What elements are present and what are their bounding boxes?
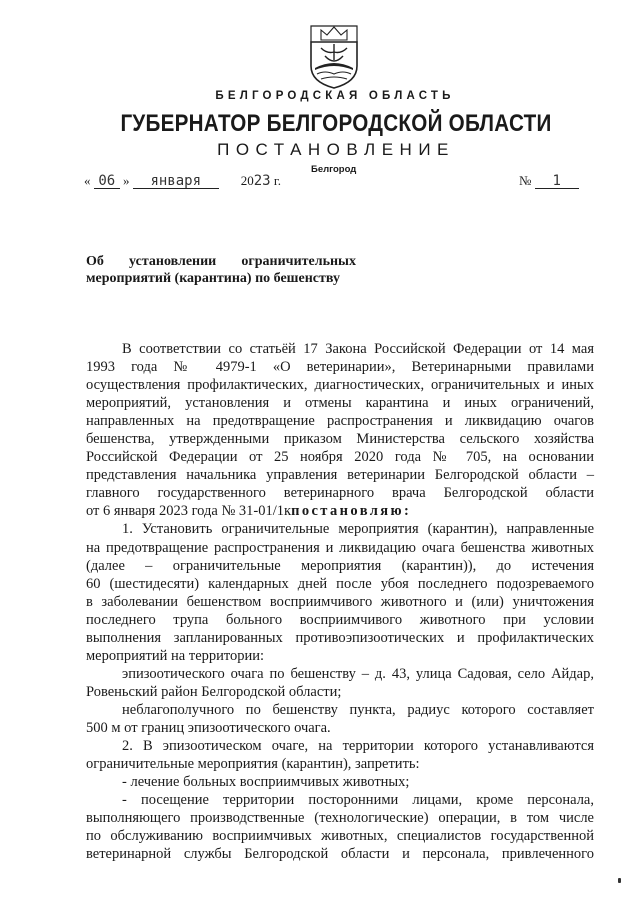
- title-line-2: мероприятий (карантина) по бешенству: [86, 271, 340, 286]
- date-year-prefix: 20: [240, 173, 254, 188]
- item-1-line: в заболевании бешенством восприимчивого животного и (или) уничтожения: [86, 593, 594, 610]
- date-year-abbr: г.: [273, 173, 281, 188]
- item-1-line: мероприятий на территории:: [86, 647, 265, 664]
- region-name: БЕЛГОРОДСКАЯ ОБЛАСТЬ: [215, 90, 455, 102]
- body-line: направленных на предотвращение распространения и ликвидацию очагов: [86, 413, 594, 430]
- title-line-1: [86, 253, 356, 270]
- body-line: Российской Федерации от 25 ноября 2020 года № 705, на основании: [86, 449, 594, 466]
- zone-line: 500 м от границ эпизоотического очага.: [86, 719, 331, 736]
- decree-body: [86, 340, 594, 863]
- coat-of-arms-emblem: [307, 22, 361, 90]
- body-line: 1993 года № 4979-1 «О ветеринарии», Ветеринарными правилами: [86, 359, 594, 376]
- body-line: мероприятий, установления и отмены карантина и иных ограничений,: [86, 395, 594, 412]
- item-1-line: на предотвращение распространения и ликвидацию очага бешенства животных: [86, 539, 594, 556]
- body-line: представления начальника управления ветеринарии Белгородской области –: [86, 467, 594, 484]
- ban-line: выполняющего производственные (технологические) операции, в том числе: [86, 810, 594, 827]
- body-line: бешенства, утвержденными приказом Министерства сельского хозяйства: [86, 431, 594, 448]
- number-label: №: [519, 173, 532, 188]
- date-close-quote: »: [123, 173, 130, 188]
- ban-line: по обслуживанию восприимчивых животных, специалистов государственной: [86, 828, 594, 845]
- item-2-line: 2. В эпизоотическом очаге, на территории которого устанавливаются: [122, 738, 594, 755]
- decree-number: [519, 173, 579, 189]
- item-1-line: (далее – ограничительные мероприятия (карантин)), до истечения: [86, 557, 594, 574]
- item-1-line: 60 (шестидесяти) календарных дней после убоя последнего подозреваемого: [86, 575, 594, 592]
- title-word: Об: [86, 254, 104, 269]
- body-line: [86, 502, 594, 520]
- item-1-line: 1. Установить ограничительные мероприятия (карантин), направленные: [122, 521, 594, 538]
- zone-line: неблагополучного по бешенству пункта, радиус которого составляет: [122, 701, 594, 718]
- body-line: главного государственного ветеринарного врача Белгородской области: [86, 485, 594, 502]
- decree-title: [86, 253, 356, 287]
- date-open-quote: «: [84, 173, 91, 188]
- item-1-line: выполнения запланированных противоэпизоотических и профилактических: [86, 629, 594, 646]
- resolve-word: постановляю:: [291, 503, 412, 520]
- title-word: ограничительных: [241, 254, 356, 269]
- title-word: установлении: [129, 254, 217, 269]
- date-month: января: [133, 174, 219, 189]
- focus-line: эпизоотического очага по бешенству – д. 43, улица Садовая, село Айдар,: [122, 665, 594, 682]
- date-line: [84, 173, 281, 189]
- ban-line: ветеринарной службы Белгородской области и персонала, привлеченного: [86, 846, 594, 863]
- date-year-suffix: 23: [253, 173, 271, 189]
- scan-speck: [618, 878, 621, 883]
- date-year: [241, 173, 271, 188]
- city-name: Белгород: [311, 164, 357, 175]
- date-day: 06: [94, 174, 120, 189]
- item-1-line: последнего трупа больного восприимчивого животного при условии: [86, 611, 594, 628]
- body-line: осуществления профилактических, диагностических, ограничительных и иных: [86, 377, 594, 394]
- body-line: В соответствии со статьёй 17 Закона Российской Федерации от 14 мая: [122, 341, 594, 357]
- number-value: 1: [535, 174, 579, 189]
- ban-line: - посещение территории посторонними лицами, кроме персонала,: [122, 792, 594, 809]
- item-2-line: ограничительные мероприятия (карантин), запретить:: [86, 756, 420, 773]
- document-type: ПОСТАНОВЛЕНИЕ: [217, 140, 455, 159]
- authority-title: ГУБЕРНАТОР БЕЛГОРОДСКОЙ ОБЛАСТИ: [120, 110, 552, 137]
- focus-line: Ровеньский район Белгородской области;: [86, 683, 342, 700]
- ban-line: - лечение больных восприимчивых животных;: [122, 774, 410, 791]
- intro-last-text: от 6 января 2023 года № 31-01/1к: [86, 503, 292, 520]
